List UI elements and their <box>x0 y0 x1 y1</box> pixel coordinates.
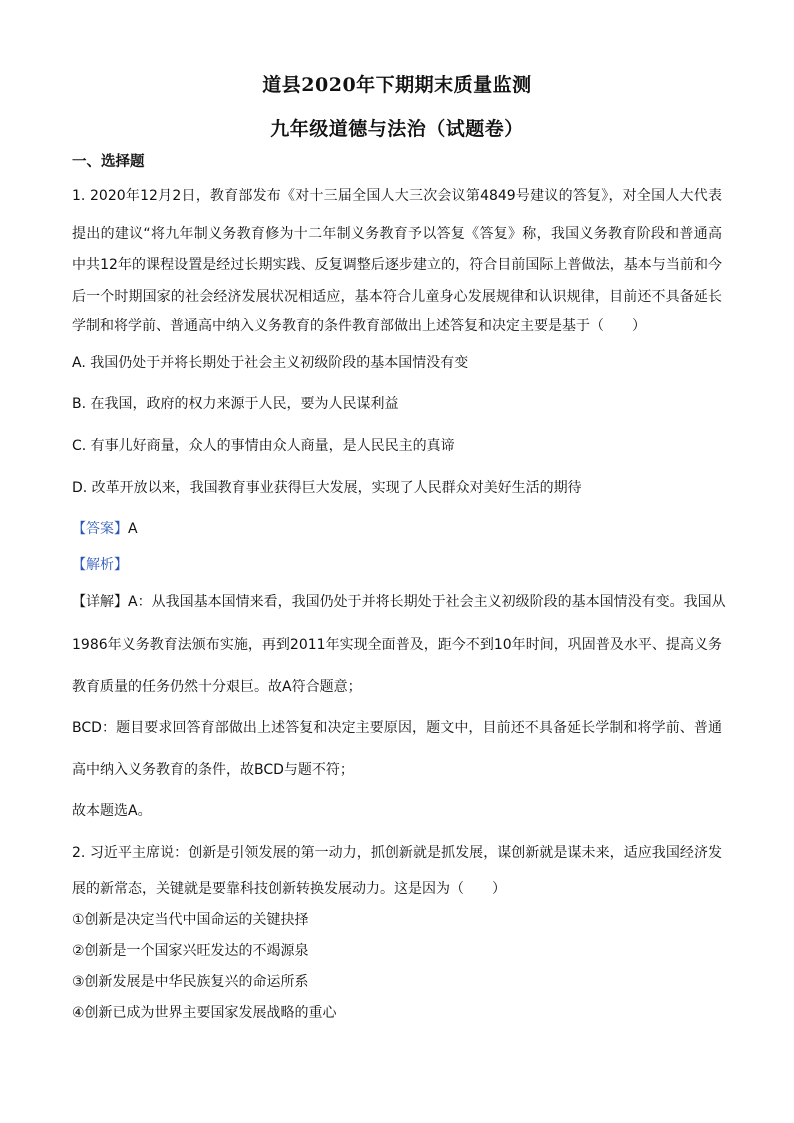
q1-answer <box>72 520 722 538</box>
q1-detail-line: BCD：题目要求回答育部做出上述答复和决定主要原因，题文中，目前还不具备延长学制和将学前、普通 <box>72 720 722 736</box>
document-title: 道县2020年下期期末质量监测 <box>262 74 532 96</box>
q2-stem-line: 展的新常态，关键就是要靠科技创新转换发展动力。这是因为（ ） <box>72 881 506 897</box>
detail-text: A：从我国基本国情来看，我国仍处于并将长期处于社会主义初级阶段的基本国情没有变。我国从 <box>128 594 726 610</box>
q1-stem-line: 中共12年的课程设置是经过长期实践、反复调整后逐步建立的，符合目前国际上普做法，基本与当前和今 <box>72 257 722 273</box>
q2-item: ④创新已成为世界主要国家发展战略的重心 <box>72 1005 337 1021</box>
q1-option-c: C. 有事儿好商量，众人的事情由众人商量，是人民民主的真谛 <box>72 438 455 454</box>
document-subtitle: 九年级道德与法治（试题卷） <box>270 118 524 140</box>
detail-tag: 【详解】 <box>72 594 128 610</box>
q2-item: ②创新是一个国家兴旺发达的不竭源泉 <box>72 943 309 959</box>
answer-tag: 【答案】 <box>72 521 128 537</box>
q1-stem-line: 提出的建议“将九年制义务教育修为十二年制义务教育予以答复《答复》称，我国义务教育阶段和普通高 <box>72 226 722 242</box>
q2-item: ③创新发展是中华民族复兴的命运所系 <box>72 974 309 990</box>
analysis-tag: 【解析】 <box>72 557 128 573</box>
q1-stem-line: 1. 2020年12月2日，教育部发布《对十三届全国人大三次会议第4849号建议的答复》，对全国人大代表 <box>72 188 722 204</box>
q1-detail-line: 教育质量的任务仍然十分艰巨。故A符合题意； <box>72 679 362 695</box>
q1-option-d: D. 改革开放以来，我国教育事业获得巨大发展，实现了人民群众对美好生活的期待 <box>72 480 582 496</box>
q1-option-b: B. 在我国，政府的权力来源于人民，要为人民谋利益 <box>72 396 399 412</box>
q1-stem-line: 学制和将学前、普通高中纳入义务教育的条件教育部做出上述答复和决定主要是基于（ ） <box>72 318 646 334</box>
answer-value: A <box>128 521 138 537</box>
q1-stem-line: 后一个时期国家的社会经济发展状况相适应，基本符合儿童身心发展规律和认识规律，目前还不具备延长 <box>72 289 722 305</box>
q1-detail-line: 高中纳入义务教育的条件，故BCD与题不符； <box>72 762 354 778</box>
q1-option-a: A. 我国仍处于并将长期处于社会主义初级阶段的基本国情没有变 <box>72 355 469 371</box>
q1-analysis <box>72 556 722 574</box>
section-heading: 一、选择题 <box>72 154 145 170</box>
q1-detail-line: 1986年义务教育法颁布实施，再到2011年实现全面普及，距今不到10年时间，巩固普及水平、提高义务 <box>72 637 722 653</box>
q2-stem-line: 2. 习近平主席说：创新是引领发展的第一动力，抓创新就是抓发展，谋创新就是谋未来，适应我国经济发 <box>72 845 722 861</box>
q1-detail-line <box>72 593 726 611</box>
q1-detail-line: 故本题选A。 <box>72 803 152 819</box>
q2-item: ①创新是决定当代中国命运的关键抉择 <box>72 912 309 928</box>
